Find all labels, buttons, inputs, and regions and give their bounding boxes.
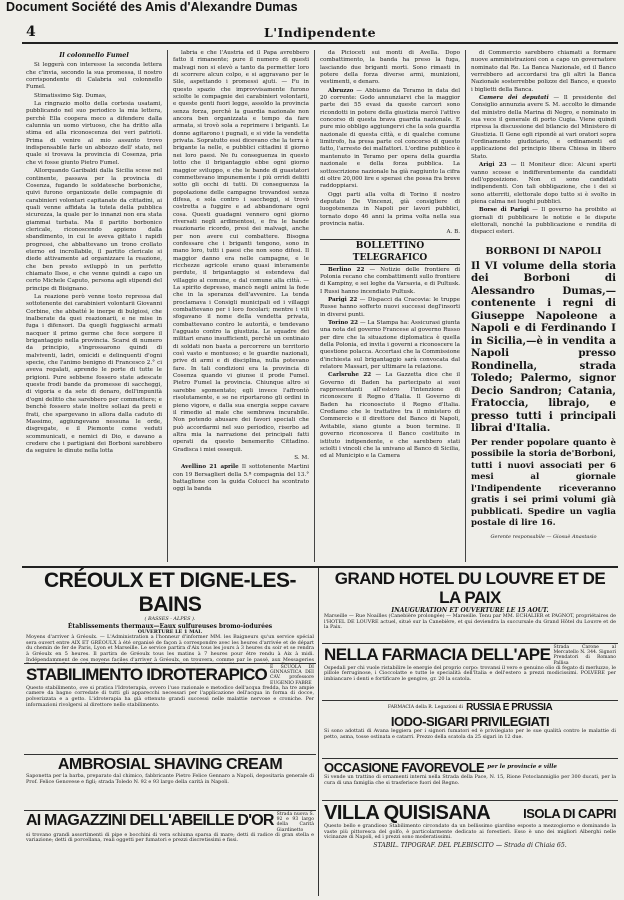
page-number: 4	[26, 24, 36, 40]
article-paragraph: Allorquando Garibaldi dalla Sicilia scese nel continente, passava per la provincia di Cosenza, fugando le soldatesche borboniche, quivi furono organizzate delle compagnie di carabinieri volontari capitanate da cittadini, ai quali venne affidata la tutela della pubblica sicurezza, la quale per lo innanzi non era stata giammai turbata. Ma il partito borbonico clericale, riconoscendo appieno dalla sbandimento, in cui le aveva gittato i rapidi progressi, che abbattevano un trono crollato eterno ed incrollabile, il partito clericale si diede attivamente ad organizzare la reazione, che ben presto sviluppò in un perfetto chiamato Ilsoe, e che venne quindi a capo un certo Michele Caputo, persona agli stipendi del principe di Bisignano.	[26, 168, 162, 292]
ad-title: AMBROSIAL SHAVING CREAM	[57, 756, 283, 773]
ad-shaving-cream	[24, 755, 316, 811]
dateline: Camera dei deputati	[479, 95, 549, 102]
printer-footer: STABIL. TIPOGRAF. DEL PLEBISCITO — Strada di Chiaia 65.	[373, 841, 567, 849]
telegram-text: — Notizie delle frontiere di Polonia recano che combattimenti sullo frontiere di Kampiny, e sei leghe da Varsavia, e di Pultusk. I Russi hanno incendiato Pultusk.	[320, 266, 460, 295]
ad-title: NELLA FARMACIA DELL'APE	[324, 645, 551, 664]
article-paragraph: — Il Moniteur dice: Alcuni sperti vanno scosse e indifferentemente da candidati dell'opposizione. Non ci sono candidati indipendenti. Con tali obbligazione, che i dei si sono atterriti, elettorale dopo tutto si è svolto in piena calma nei luoghi pubblici.	[471, 162, 616, 205]
dateline: Arigi 23	[479, 162, 507, 169]
ad-column-rule	[318, 568, 319, 896]
article-paragraph: — Abbiamo da Teramo in data del 20 corrente: Godo annunziarvi che la maggior parte dei 55 evasi da queste carceri sono ricondotti in potere della giustizia mercè l'attivo concorso di questa brava guardia nazionale. E pure mio obbligo aggiungervi che la sola guardia nazionale di questa città, e di qualche comune limitrofo, ha presa parte col concorso di questo fatto, l'arresto dei malfattori. L'ordine pubblico è mantenuto in Teramo per opera della guardia nazionale e della forza pubblica. La sottoscrizione nazionale ha già raggiunto la cifra di oltre 20,000 lire e sperasi che possa fra breve raddoppiarsi.	[320, 87, 460, 190]
article-paragraph: labria e che l'Austria ed il Papa avrebbero fatto il rimanente; pure il numero di questi malvagi non si elevò a tanto da permetter loro di scorrere alcun colpo, e si aggravano per le Sile, aspettando i promessi ajuti. — Fu in questo spazio che improvvisamente furono sciolte le compagnie dei carabinieri volontarii, e queste genti fuori legge, assoldo la provincia senza forza, perchè la guardia nazionale non ancora ben organizzata e tempo da fare armata, si trovò sola a reprimere i briganti. Le donne agitarono i pugnali, e si vide la vendetta privata. Sopratutto essi dicevano che la terra è brigante la nelle, e pubblici cittadini il giorno nei loro paesi. Ne fu conseguenza in questo lotto che il brigantaggio ebbe ogni giorno maggior sviluppo, e che le bande di guastatori commettevano impunemente i più orridi delitti sotto gli occhi di tutti. Di conseguenza la popolazione delle campagne trovandosi senza difesa, e sola contro i saccheggi, si trovò costretta a fuggire e ad abbandonare ogni cosa. Questi guadagni vennero ogni giorno riversati negli ardimentosi, e fra le bande reazionarie ricordo, presi dei malvagi, anche per non avere cui combattere. Bisogna confessare che i briganti tengono, sono in mano loro, tutti i paesi che non sono difesi. Il maggior danno era nelle campagne, e le ricchezze agricole erano quasi interamente perdute, il brigantaggio si estendeva dal villaggio al comune, e dal comune alla città. — La spirito depresso, mancò negli animi la fede che in la speranza dell'avvenire. La tenda proclamava i Consigli municipali ed i villaggi combattevano per i loro focolari; mentre i vili sfogavano il nome della vendetta privata, combattevano contro le autorità, e tendevano l'agguato contro la giustizia. Le squadre dei militari erano insufficienti, perchè un centinaio di soldati non basta a percorrere un territorio così vasto e montuoso; e le guardie nazionali, prive di armi e di disciplina, nulla potevano fare. In tali condizioni era la provincia di Cosenza quando vi giunse il prode Fumel. Pietro Fumel la provincia. Chiunque altro si sarebbe sgomentato; egli invece l'affrontò risolutamente, e se ne riportarono gli ordini in pieno vigore, e dalla sua energia seppe cavare il rimedio al male che sembrava incurabile. Non potendo abusare dei favori speciali che può accordarmi nel suo periodico, riserbo ad altra mia la narrazione dei principali fatti operati da questo benemerito Cittadino. Gradisca i miei ossequii.	[173, 50, 309, 453]
article-paragraph: di Commercio sarebbero chiamati a formare nuove amministrazioni con a capo un governatore nominato dal Re. La Banca Nazionale, ed il Banco verrebbero ad accordarsi tra gli altri la Banca Nazionale sosterrebbe polizze del Banco, e questo i biglietti della Banca.	[471, 50, 616, 93]
notice-heading: BORBONI DI NAPOLI	[485, 245, 602, 257]
ad-title: STABILIMENTO IDROTERAPICO	[26, 665, 267, 684]
column-rule	[167, 50, 168, 562]
ad-title: CRÉOULX ET DIGNE-LES-BAINS	[43, 569, 296, 616]
ad-body: Si vende un trattino di ornamenti interni nella Strada della Pace, N. 15, Rione Fotoclanmiglio per 300 ducati, per la cura di una famiglia che si trasferisce fuori del Regno.	[324, 774, 616, 786]
ad-side-text: E SCUOLA DI GINNASTICA DEI CAV. professore EUGENIO FABRE	[270, 665, 314, 686]
ad-body: Ospedali per chi vuole ristabilire le energie del proprio corpo: trovansi il vero e genuino olio di fegato di merluzzo, le pillole ferruginose, i Cioccolatte e tutte le specialità dell'Italia e dell'estero a prezzi modicissimi. POLVERE per imbiancare i denti e fortificare le gengive, gr. 20 la scatola.	[324, 664, 616, 682]
ad-iodo-sigari	[322, 701, 618, 759]
ad-title: AI MAGAZZINI DELL'ABEILLE D'OR	[26, 812, 274, 829]
article-paragraph: Si leggerà con interesse la seconda lettera che c'invia, secondo la sua promessa, il nostro corrispondente di Calabria sul colonnello Fumel.	[26, 62, 162, 91]
ad-body: Moyens d'arriver à Gréoulx. — L'Administration a l'honneur d'informer MM. les Baigneurs qu'un service spécial sera ouvert entre AIX ET GRÉOULX à été organisé de façon à correspondre avec les heures d'arrivée et de départ du chemin de fer de Paris, Lyon et Marseille. Le service partira d'Aix tous les jours à 3 heures du soir et se rendra à Gréoulx en 5 heures. Il partira de Gréoulx tous les matins à 7 heures pour être rendu à Aix à midi. Indépendamment de ces moyens faciles d'arriver à Gréoulx, on trouvera, comme par le passé, aux Messageries	[26, 634, 314, 663]
newspaper-page	[22, 20, 618, 896]
column-1	[26, 50, 162, 562]
article-paragraph: La reazione però venne tosto repressa dal sottotenente dei carabinieri volontarii Giovanni Corbine, che abbatté le inerpe di bulgiosi, che inalberate da quei reazionarii, e ne mise in fuga i difensori. Da quegli fuggiaschi armati nacquer il primo germe che fece sorgere il brigantaggio nella provincia. Scarsi di numero da principio, s'ingrossarono quindi di malviventi, ladri, omicidi e delinquenti d'ogni specie, che l'animo benigno di Francesco 2.° ci aveva regalati, aprendo le porte di tutte le prigioni. Pure sebbene fossero state adescate queste frodi bande da promesse di saccheggi, di vigoria e da sete di denaro, dell'impunità d'ogni delitto che sarebbero per commettere; e benchè fossero state inoltre sollazi da preti e frati, che spargevano in allora dalla caduto di Massimo, aggiungevano nessuna le orde, disgregate, e il Piemonte come veduti scommunicati, e nemici di Dio, e davano a credere che i partigiani dei Borboni sarebbero da seguire le dinute nella lotta	[26, 294, 162, 455]
ad-title: VILLA QUISISANA	[324, 802, 491, 824]
column-3	[320, 50, 460, 562]
ad-side-text: Strada Carone al Mercatello N. 344. Signori Prendatori di Romano Pallisa	[553, 645, 616, 666]
telegram-text: — La Gazzetta dice che il Governo di Baden ha partecipato ai suoi rappresentanti all'estero l'intenzione di riconoscere il Regno d'Italia. Il Governo di Baden ha riconosciuto il Regno d'Italia. Crediamo che le trattative tra il ministero di Commercio e il direttore del Banco di Napoli, Avitabile, siano giunte a buon termine. Il governo riconosceva il Banco costituito in istituto indipendente, e che sarebbero stati sciolti i vincoli che la univano al Banco di Sicilia, ed al Municipio e la Camera	[320, 372, 460, 460]
dateline: Carlsruhe 22	[328, 372, 372, 379]
ad-subtitle: RUSSIA E PRUSSIA	[466, 702, 553, 713]
article-paragraph: — Il governo ha proibito ai giornali di pubblicare le notizie e le dispute elettorali, nonché la pubblicazione e rendita di dispacci esteri.	[471, 207, 616, 236]
advertisements	[22, 566, 618, 896]
ad-side-text: FARMACIA della R. Legazioni di	[387, 705, 464, 711]
ad-body: Questo stabilimento, ove si pratica l'Idroterapia, ovvero l'uso razionale e metodico dell'acqua fredda, ha tre ampie camere da bagno corredate di tutti gli apparecchi necessari per l'applicazione dell'acqua in forma di docce, polverizzata e a getto. L'idroterapia ha già ottenuto grandi successi nelle malattie nervose e croniche. Per informazioni rivolgersi al direttore nello stabilimento.	[26, 684, 314, 708]
ad-idroterapico	[24, 664, 316, 755]
notice-text: Il VI volume della storia dei Borboni di Alessandro Dumas,—contenente i regni di Giuseppe Napoleone a Napoli e di Ferdinando I in Sicilia,—è in vendita a Napoli presso Rondinella, strada Toledo; Palermo, signor Decio Sandron; Catania, Fratoccia, librajo, e presso tutti i principali librai d'Italia.	[471, 259, 616, 435]
ad-subtitle: OUVERTURE LE 1 MAI.	[137, 628, 203, 635]
article-signature: A. B.	[446, 229, 460, 236]
article-paragraph: Oggi parti alla volta di Torino il nostro deputato De Vincenzi, già consigliere di luogotenenza in Napoli per lavori pubblici, tornato dopo 46 anni la prima volta nella sua provincia natia.	[320, 191, 460, 227]
ad-body: Saponetta per la barba, preparato dal chimico, fabbricante Pietro Felice Gennaro a Napoli, depositaria generale di Prof. Felice Genovese e figli; strada Toledo N. 92 e 93 largo della carità in Napoli.	[26, 773, 314, 785]
notice-text: Per render popolare quanto è possibile la storia de'Borboni, tutti i nuovi associati per 6 mesi al giornale l'Indipendente riceveranno gratis i sei primi volumi già pubblicati. Spedire un vaglia postale di lire 16.	[471, 437, 616, 529]
article-heading: Il colonnello Fumel	[59, 51, 129, 59]
watermark: Document Société des Amis d'Alexandre Dumas	[6, 0, 298, 14]
ad-title: IODO-SIGARI PRIVILEGIATI	[390, 714, 550, 729]
dateline: Abruzzo	[328, 87, 354, 94]
dateline: Parigi 22	[328, 296, 358, 303]
ad-side-text: per le provincie e ville	[487, 763, 557, 770]
ad-side-text: Strada nuova S. 92 e 93 largo della Carità Giardinetto	[276, 812, 314, 833]
dateline: Borse di Parigi	[479, 207, 529, 214]
ad-farmacia-ape	[322, 644, 618, 701]
section-title: BOLLETTINO TELEGRAFICO	[320, 239, 460, 265]
ad-grand-hotel	[322, 568, 618, 644]
ad-abeille-dor	[24, 811, 316, 896]
ad-body: Marseille — Rue Noailles (Canebière prolongée) — Marseille. Tenu par MM. ECHALIER et PAGNOT, propriétaires de l'HOTEL DE LOUVRE actuel, situé sur la Canebière, et qui deviendra la succursale du Grand Hôtel du Louvre et de la Paix.	[324, 613, 616, 631]
column-2	[173, 50, 309, 562]
salutation: Stimatissimo Sig. Dumas,	[34, 92, 107, 99]
gerente-line: Gerente responsabile — Giosuè Anastasio	[490, 533, 597, 540]
column-rule	[465, 50, 466, 562]
ad-occasione	[322, 759, 618, 801]
article-paragraph: da Picioceti sui monti di Avella. Dopo combattimento, la banda ha preso la fuga, lasciando due briganti morti. Sono rimasti in potere della forza diverse armi, munizioni, vestimenti, e denaro.	[320, 50, 460, 86]
article-paragraph: La ringrazio molto della cortesia usatami, pubblicando nel suo periodico la mia lettera, perchè Ella coopera meco a difendere dalla calunnia un uomo virtuoso, che ha dritto alla stima ed alla riconoscenza dei veri patrioti. Prima di venire al mio assunto trovo indispensabile farle un abbozzo dell' stato, nel quale si trovava la provincia di Cosenza, pria che vi fosse giunto Pietro Fumel.	[26, 101, 162, 166]
article-columns	[22, 50, 618, 562]
ad-body: Si sono adottati di Avana leggiera per i signori fumatori ed è privilegiato per le sue qualità contro le malattie di petto, asma, tosse ostinata e catarri. Prezzo della scatola da 25 sigari in 12 due.	[324, 728, 616, 740]
telegram-text: — La Stampa ha: Assicurasi giunta una nota del governo Francese al governo Russo per dire che la situazione diplomatica è quella della Polonia, ed invita i governi a riconoscere la questione polacca. Accertasi che la Commissione d'inchiesta sul brigantaggio sarà convocata dal relatore Massari, per ultimare la relazione.	[320, 320, 460, 371]
telegram-text: — Dispacci da Cracovia: le truppe Russe hanno sofferto nuovi successi degl'insorti in diversi punti.	[320, 296, 460, 318]
column-rule	[314, 50, 315, 562]
column-4	[471, 50, 616, 562]
ad-body: si trovano grandi assortimenti di pipe e bocchini di vera schiuma sparsa di mare; detti di radice di gran stella e variazione; detti di porcellana, reali oggetti per fumatori e prezzi discretissimi e fissi.	[26, 831, 314, 844]
ad-subtitle: ISOLA DI CAPRI	[523, 805, 616, 821]
dateline: Avellino 21 aprile	[181, 464, 239, 471]
article-paragraph: Il sottotenente Martini con 19 Bersaglieri della 5.ª compagnia del 13.° battaglione con la guida Colucci ha scontrato oggi la banda	[173, 464, 309, 493]
masthead	[22, 20, 618, 44]
newspaper-title: L'Indipendente	[264, 25, 376, 40]
ad-subtitle: INAUGURATION ET OUVERTURE LE 15 AOUT.	[391, 607, 549, 614]
dateline: Berlino 22	[328, 266, 365, 273]
ad-title: OCCASIONE FAVOREVOLE	[324, 760, 485, 775]
ad-body: Questo bello e grandioso Stabilimento circondato da un bellissimo giardino esposto a mezzogiorno e dominando la vaste più pittoresca del golfo, è particolarmente dedicato ai forestieri. Esso è uno dei migliori Alberghi nelle vicinanze di Napoli, ed i prezzi sono moderatissimi.	[324, 823, 616, 841]
article-signature: S. M.	[294, 454, 309, 461]
ad-subtitle: Établissements thermaux—Eaux sulfureuses bromo-iodurées	[67, 622, 273, 630]
ad-subtitle: ( BASSES - ALPES ).	[144, 616, 196, 622]
article-paragraph: — Il presidente del Consiglio annunzia avere S. M. accolto le dimande del ministro della Marina di Negro, e nominato in sua vece il generale di porto Cugia. Viene quindi ripresa la discussione del bilancio del Ministero di Giustizia. Il Gene egli ripondè ai vari oratori sopra l'ordinamento giudiziario, e ordinamenti ed applicazione del principio libera Chiesa in libero Stato.	[471, 95, 616, 160]
ads-right-column	[322, 568, 618, 896]
dateline: Torino 22	[328, 320, 359, 326]
ad-creoux	[24, 568, 316, 664]
ad-title: GRAND HOTEL DU LOUVRE ET DE LA PAIX	[334, 569, 606, 607]
ad-villa-quisisana	[322, 801, 618, 895]
ads-left-column	[24, 568, 316, 896]
